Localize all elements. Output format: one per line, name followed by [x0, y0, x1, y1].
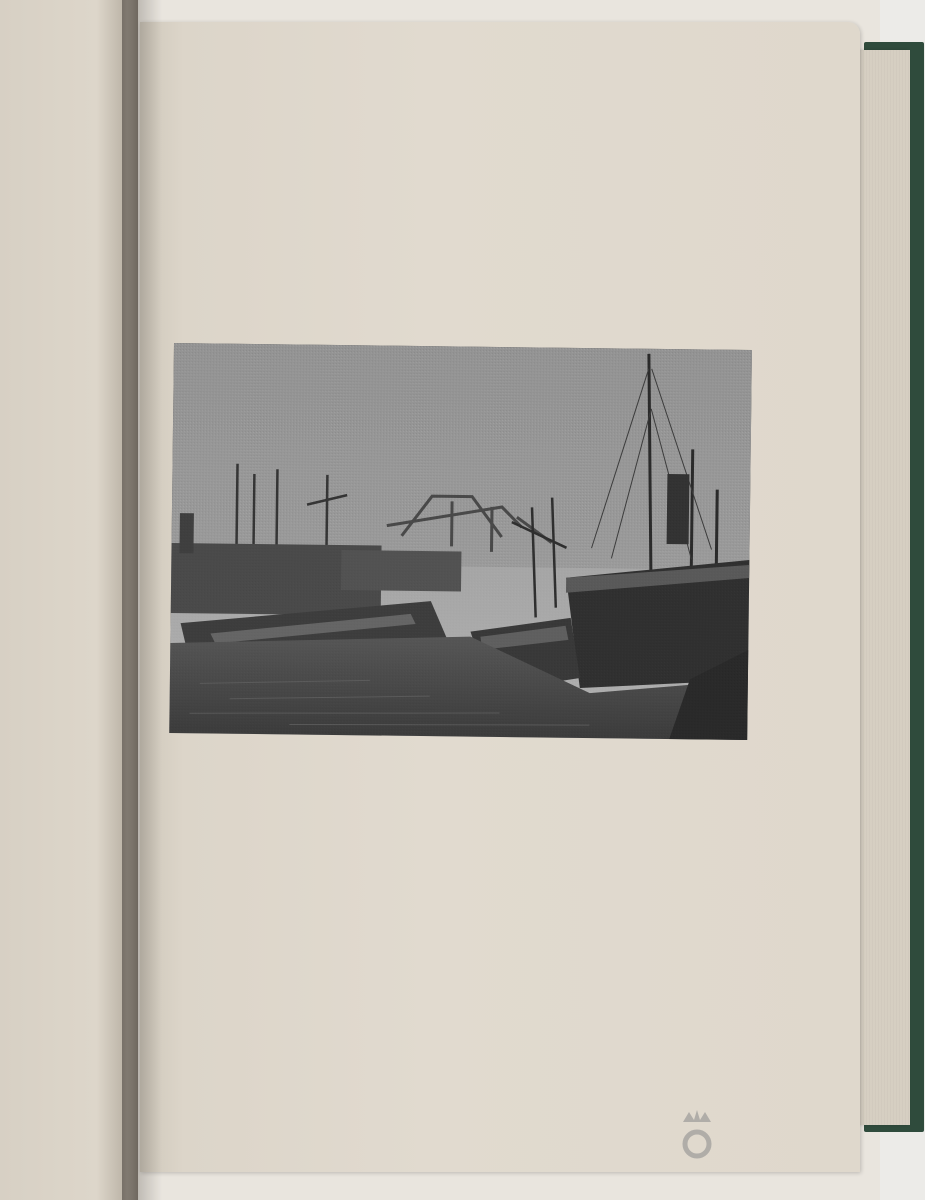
- harbor-photograph: [169, 343, 752, 740]
- left-page: [0, 0, 138, 1200]
- auction-house-watermark: [446, 1112, 846, 1172]
- crown-icon: [680, 1108, 714, 1160]
- book-gutter-shadow: [122, 0, 162, 1200]
- left-page-text: [0, 0, 138, 16]
